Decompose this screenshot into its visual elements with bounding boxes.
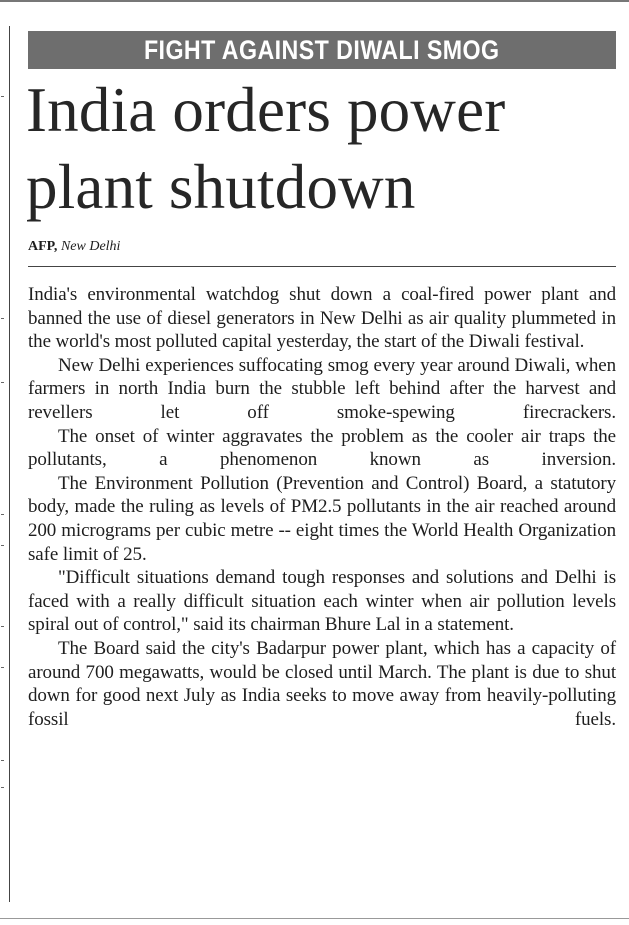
margin-mark — [1, 760, 4, 761]
headline-line: India orders power — [26, 75, 506, 145]
margin-mark — [1, 96, 4, 97]
paragraph: India's environmental watchdog shut down a coal-fired power plant and banned the use of diesel generators in New Delhi as air quality plummeted in the world's most polluted capital yesterday, the start of the Diwali festival. — [28, 284, 616, 353]
margin-mark — [1, 382, 4, 383]
margin-mark — [1, 514, 4, 515]
column-rule — [9, 26, 10, 902]
top-rule — [0, 0, 629, 2]
byline-location: New Delhi — [60, 239, 121, 254]
byline — [28, 238, 120, 256]
margin-mark — [1, 626, 4, 627]
kicker-banner — [28, 31, 616, 69]
bottom-rule — [0, 918, 629, 919]
kicker-text: FIGHT AGAINST DIWALI SMOG — [144, 35, 500, 65]
margin-mark — [1, 545, 4, 546]
paragraph: New Delhi experiences suffocating smog every year around Diwali, when farmers in north India burn the stubble left behind after the harvest and revellers let off smoke-spewing firecrackers. — [28, 354, 616, 423]
margin-mark — [1, 318, 4, 319]
headline — [26, 72, 626, 226]
article-body — [28, 283, 616, 731]
byline-agency: AFP, — [28, 239, 58, 254]
byline-divider — [28, 266, 616, 267]
paragraph: The Board said the city's Badarpur power plant, which has a capacity of around 700 megawatts, would be closed until March. The plant is due to shut down for good next July as India seeks to move away from heavily-polluting fossil fuels. — [28, 637, 616, 730]
margin-mark — [1, 667, 4, 668]
margin-mark — [1, 787, 4, 788]
headline-line: plant shutdown — [26, 152, 416, 222]
paragraph: The Environment Pollution (Prevention and Control) Board, a statutory body, made the ruling as levels of PM2.5 pollutants in the air reached around 200 micrograms per cubic metre -- eight times the World Health Organization safe limit of 25. — [28, 472, 616, 565]
paragraph: The onset of winter aggravates the problem as the cooler air traps the pollutants, a phenomenon known as inversion. — [28, 425, 616, 471]
paragraph: "Difficult situations demand tough responses and solutions and Delhi is faced with a really difficult situation each winter when air pollution levels spiral out of control," said its chairman Bhure Lal in a statement. — [28, 567, 616, 636]
